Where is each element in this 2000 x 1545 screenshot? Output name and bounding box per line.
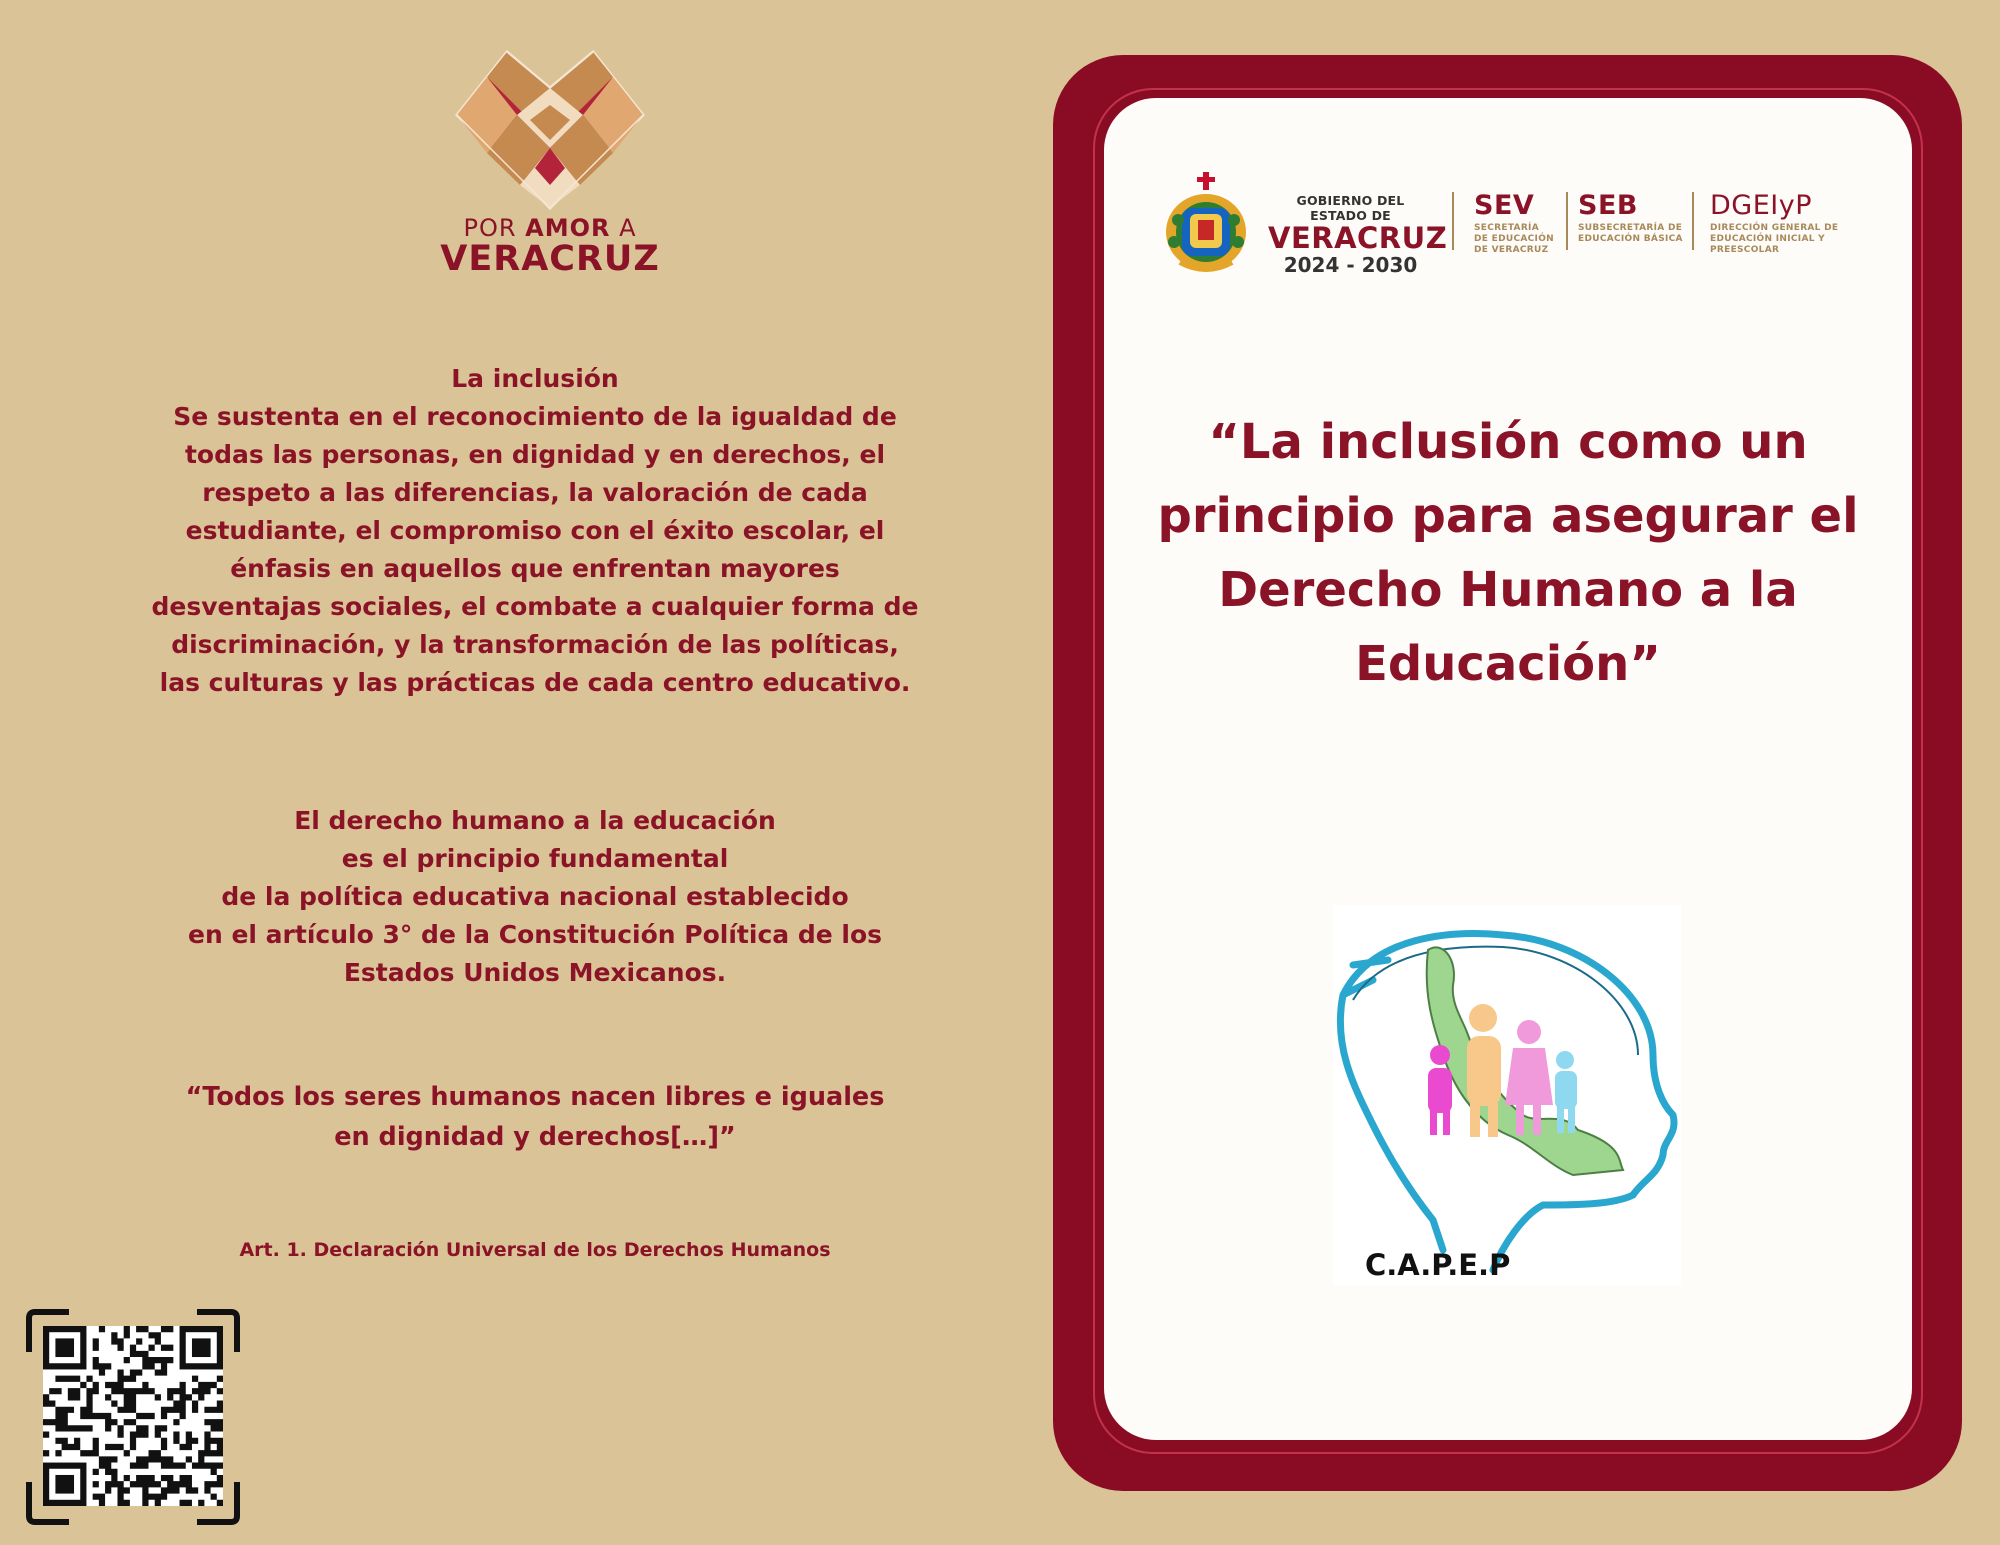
text-line: discriminación, y la transformación de las políticas, [171, 630, 899, 659]
text-line: respeto a las diferencias, la valoración de cada [202, 478, 868, 507]
text-line: Se sustenta en el reconocimiento de la igualdad de [173, 402, 897, 431]
title-line: Educación” [1355, 636, 1661, 692]
text-line: “Todos los seres humanos nacen libres e iguales [185, 1082, 885, 1112]
logo-wordmark [420, 216, 680, 278]
veracruz-coat-of-arms-icon [1160, 170, 1252, 275]
text-line: las culturas y las prácticas de cada centro educativo. [159, 668, 911, 697]
seb-description: SUBSECRETARÍA DE EDUCACIÓN BÁSICA [1578, 223, 1683, 244]
logo-line-2: VERACRUZ [440, 239, 660, 280]
gov-small-text: GOBIERNO DEL ESTADO DE [1296, 193, 1405, 223]
gov-name: VERACRUZ [1268, 221, 1448, 255]
separator [1692, 192, 1694, 250]
right-to-education-paragraph [130, 802, 940, 992]
sev-description: SECRETARÍA DE EDUCACIÓN DE VERACRUZ [1474, 223, 1554, 255]
qr-code[interactable] [25, 1308, 241, 1526]
heart-logo-icon [455, 50, 645, 210]
text-line: La inclusión [451, 364, 619, 393]
title-line: principio para asegurar el [1157, 488, 1859, 544]
head-family-map-icon [1333, 905, 1681, 1285]
text-line: todas las personas, en dignidad y en derechos, el [184, 440, 886, 469]
dgeiyp-name: DGEIyP [1710, 190, 1812, 221]
separator [1452, 192, 1454, 250]
quote-source: Art. 1. Declaración Universal de los Derechos Humanos [239, 1239, 831, 1261]
state-government-logo [1268, 193, 1448, 278]
qr-code-image [43, 1326, 223, 1506]
sev-name: SEV [1474, 190, 1535, 221]
declaration-quote [130, 1077, 940, 1157]
qr-pattern-icon [43, 1326, 223, 1506]
dgeiyp-logo [1710, 192, 1840, 256]
gov-years: 2024 - 2030 [1283, 253, 1418, 278]
seb-logo [1578, 192, 1688, 245]
dgeiyp-description: DIRECCIÓN GENERAL DE EDUCACIÓN INICIAL Y PREESCOLAR [1710, 223, 1839, 255]
text-line: en el artículo 3° de la Constitución Política de los [187, 920, 883, 949]
inclusion-paragraph [130, 360, 940, 702]
capep-logo [1333, 905, 1681, 1285]
logo-line-1: POR AMOR A [463, 214, 637, 242]
text-line: énfasis en aquellos que enfrentan mayores [230, 554, 840, 583]
text-line: desventajas sociales, el combate a cualquier forma de [151, 592, 919, 621]
text-line: Estados Unidos Mexicanos. [343, 958, 727, 987]
sev-logo [1474, 192, 1564, 256]
capep-label: C.A.P.E.P [1365, 1248, 1511, 1282]
text-line: El derecho humano a la educación [294, 806, 776, 835]
title-line: “La inclusión como un [1208, 414, 1808, 470]
title-line: Derecho Humano a la [1218, 562, 1798, 618]
text-line: estudiante, el compromiso con el éxito escolar, el [185, 516, 885, 545]
text-line: en dignidad y derechos[…]” [334, 1122, 736, 1152]
seb-name: SEB [1578, 190, 1638, 221]
cover-title [1140, 405, 1876, 701]
text-line: es el principio fundamental [341, 844, 729, 873]
separator [1566, 192, 1568, 250]
text-line: de la política educativa nacional establecido [221, 882, 849, 911]
